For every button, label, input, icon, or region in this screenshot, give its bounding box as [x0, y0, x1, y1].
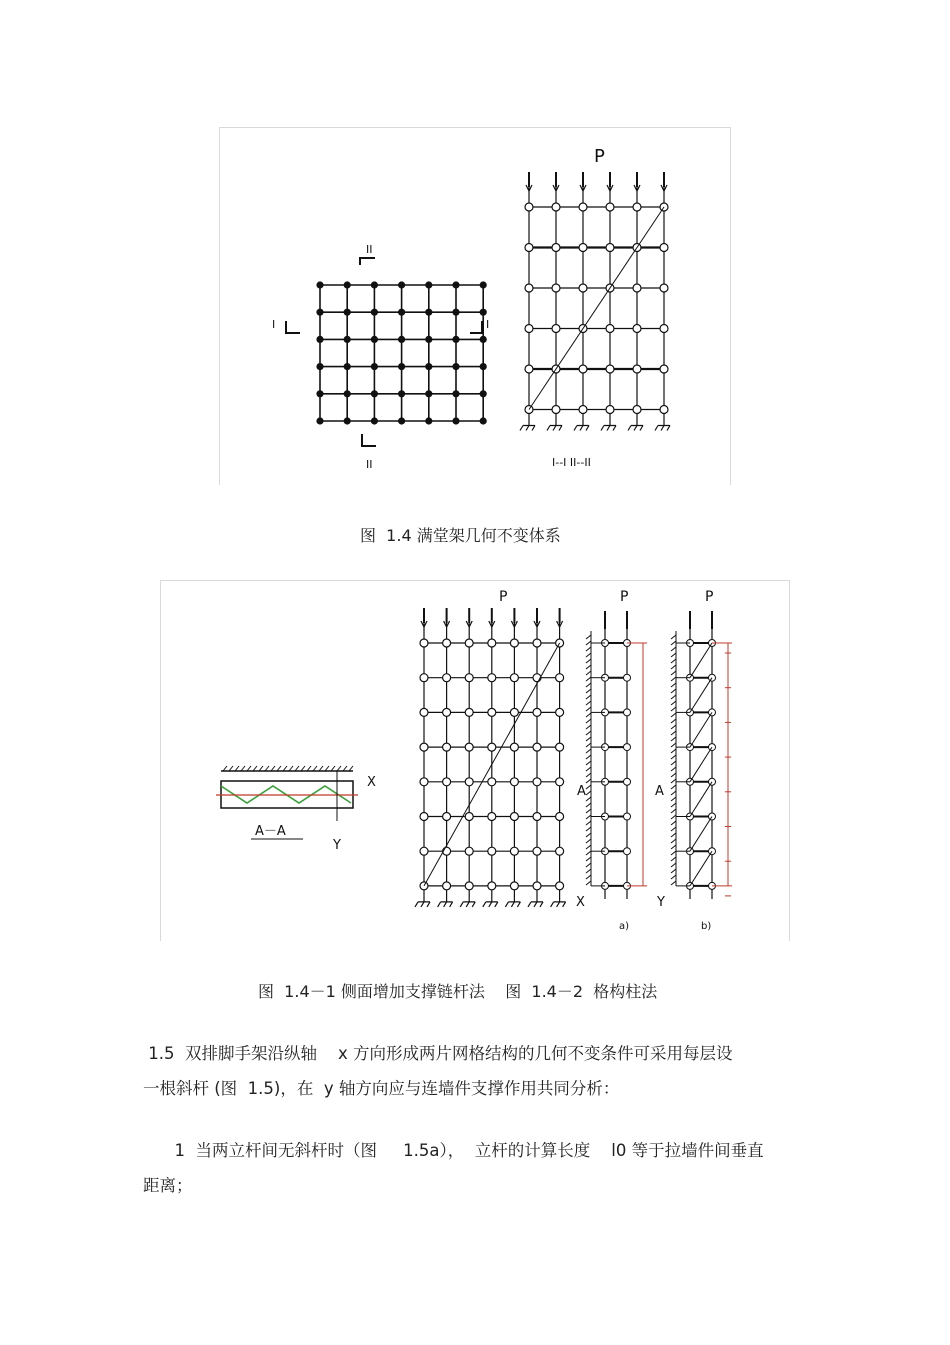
column-diagonal	[690, 851, 712, 886]
wall-hatch	[586, 635, 591, 639]
wall-hatch	[671, 737, 676, 741]
grid-node	[399, 364, 405, 370]
plan-grid	[317, 282, 486, 424]
frame-node	[443, 882, 451, 890]
wall-hatch	[671, 839, 676, 843]
frame-node	[633, 284, 641, 292]
grid-node	[480, 391, 486, 397]
column-node	[624, 744, 631, 751]
wall-hatch	[671, 869, 676, 873]
grid-node	[344, 282, 350, 288]
wall-hatch	[586, 671, 591, 675]
frame-node	[465, 674, 473, 682]
wall-hatch	[671, 773, 676, 777]
column-diagonal	[690, 782, 712, 817]
wall-hatch	[586, 737, 591, 741]
frame-node	[465, 743, 473, 751]
frame-node	[420, 674, 428, 682]
support-symbol	[547, 426, 562, 431]
column-diagonal	[690, 678, 712, 713]
wall-hatch	[586, 665, 591, 669]
wall-hatch	[586, 695, 591, 699]
frame-node	[556, 708, 564, 716]
frame-node	[488, 778, 496, 786]
support-symbol	[520, 426, 535, 431]
frame-node	[533, 743, 541, 751]
support-symbol	[655, 426, 670, 431]
grid-node	[426, 391, 432, 397]
wall-hatch	[586, 803, 591, 807]
grid-node	[480, 364, 486, 370]
wall-hatch	[671, 653, 676, 657]
wall-hatch	[586, 749, 591, 753]
wall-hatch	[586, 647, 591, 651]
frame-node	[465, 882, 473, 890]
frame-node	[420, 743, 428, 751]
wall-hatch	[671, 707, 676, 711]
grid-node	[344, 364, 350, 370]
column-diagonal	[690, 643, 712, 678]
figure-2	[160, 580, 790, 941]
grid-node	[372, 337, 378, 343]
grid-node	[372, 282, 378, 288]
frame-node	[465, 778, 473, 786]
figure-2-caption: 图 1.4－1 侧面增加支撑链杆法 图 1.4－2 格构柱法	[258, 982, 658, 1001]
load-label-2: P	[620, 589, 629, 605]
wall-hatch	[671, 713, 676, 717]
frame-node	[606, 244, 614, 252]
frame-node	[556, 813, 564, 821]
wall-hatch	[586, 773, 591, 777]
frame-node	[552, 284, 560, 292]
frame-node	[420, 813, 428, 821]
support-symbol	[551, 902, 566, 907]
wall-hatch	[586, 689, 591, 693]
frame-node	[660, 365, 668, 373]
frame-node	[488, 674, 496, 682]
wall-hatch	[586, 881, 591, 885]
sub-label-b: b)	[701, 921, 712, 932]
frame-node	[510, 813, 518, 821]
frame-node	[660, 325, 668, 333]
axis-y-left: Y	[333, 838, 341, 853]
column-a	[586, 611, 647, 899]
wall-hatch	[671, 743, 676, 747]
elevation-frame-2	[415, 608, 566, 907]
frame-node	[579, 284, 587, 292]
frame-node	[579, 406, 587, 414]
frame-node	[525, 203, 533, 211]
elevation-frame	[520, 172, 670, 431]
grid-node	[399, 282, 405, 288]
mark-right: I	[486, 318, 490, 331]
wall-hatch	[671, 677, 676, 681]
column-node	[709, 778, 716, 785]
wall-hatch	[586, 767, 591, 771]
grid-node	[480, 282, 486, 288]
grid-node	[399, 309, 405, 315]
wall-hatch	[671, 689, 676, 693]
axis-x-right: X	[576, 895, 585, 910]
frame-node	[633, 406, 641, 414]
load-label-1: P	[499, 589, 508, 605]
grid-node	[317, 391, 323, 397]
frame-node	[510, 743, 518, 751]
column-diagonal	[690, 712, 712, 747]
load-label-3: P	[705, 589, 714, 605]
figure-1-drawing	[220, 128, 730, 485]
wall-hatch	[671, 875, 676, 879]
frame-node	[465, 639, 473, 647]
frame-node	[556, 778, 564, 786]
grid-node	[317, 309, 323, 315]
frame-node	[533, 778, 541, 786]
grid-node	[317, 364, 323, 370]
wall-hatch	[671, 665, 676, 669]
figure-1	[219, 127, 731, 485]
grid-node	[399, 337, 405, 343]
figure-1-caption: 图 1.4 满堂架几何不变体系	[360, 526, 561, 545]
wall-hatch	[586, 743, 591, 747]
wall-hatch	[671, 755, 676, 759]
wall-hatch	[586, 821, 591, 825]
wall-hatch	[586, 827, 591, 831]
wall-hatch	[671, 833, 676, 837]
wall-hatch	[586, 641, 591, 645]
frame-node	[510, 708, 518, 716]
frame-node	[465, 847, 473, 855]
frame-node	[488, 847, 496, 855]
wall-hatch	[586, 857, 591, 861]
wall-hatch	[586, 713, 591, 717]
grid-node	[372, 418, 378, 424]
frame-node	[510, 847, 518, 855]
paragraph-line-1: 1.5 双排脚手架沿纵轴 x 方向形成两片网格结构的几何不变条件可采用每层设	[143, 1044, 733, 1063]
wall-hatch	[671, 749, 676, 753]
grid-node	[317, 282, 323, 288]
frame-node	[660, 244, 668, 252]
frame-node	[443, 708, 451, 716]
wall-hatch	[671, 851, 676, 855]
support-symbol	[415, 902, 430, 907]
mark-left: I	[272, 318, 276, 331]
wall-hatch	[671, 659, 676, 663]
frame-node	[488, 708, 496, 716]
wall-hatch	[671, 671, 676, 675]
column-node	[624, 709, 631, 716]
frame-node	[533, 847, 541, 855]
frame-node	[579, 244, 587, 252]
frame-node	[533, 882, 541, 890]
frame-node	[579, 365, 587, 373]
frame-node	[579, 203, 587, 211]
frame-node	[606, 203, 614, 211]
wall-hatch	[586, 869, 591, 873]
wall-hatch	[671, 731, 676, 735]
grid-node	[399, 391, 405, 397]
wall-hatch	[586, 761, 591, 765]
frame-node	[488, 639, 496, 647]
grid-node	[480, 309, 486, 315]
wall-hatch	[586, 797, 591, 801]
frame-node	[510, 674, 518, 682]
wall-hatch	[671, 641, 676, 645]
section-a-a	[216, 766, 358, 839]
grid-node	[426, 282, 432, 288]
frame-node	[606, 406, 614, 414]
column-node	[709, 744, 716, 751]
wall-hatch	[586, 677, 591, 681]
support-symbol	[628, 426, 643, 431]
wall-hatch	[671, 647, 676, 651]
frame-node	[633, 325, 641, 333]
grid-node	[317, 418, 323, 424]
grid-node	[453, 418, 459, 424]
wall-hatch	[586, 791, 591, 795]
wall-hatch	[671, 797, 676, 801]
frame-node	[420, 639, 428, 647]
wall-hatch	[586, 701, 591, 705]
frame-node	[420, 882, 428, 890]
grid-node	[453, 337, 459, 343]
frame-node	[488, 882, 496, 890]
wall-hatch	[586, 785, 591, 789]
support-symbol	[438, 902, 453, 907]
grid-node	[480, 418, 486, 424]
wall-hatch	[671, 785, 676, 789]
support-symbol	[505, 902, 520, 907]
frame-node	[606, 325, 614, 333]
column-node	[624, 674, 631, 681]
figure-2-drawing	[161, 581, 789, 941]
wall-hatch	[671, 809, 676, 813]
wall-hatch	[671, 725, 676, 729]
wall-hatch	[586, 845, 591, 849]
wall-hatch	[586, 809, 591, 813]
support-symbol	[483, 902, 498, 907]
load-label: P	[594, 146, 605, 167]
wall-hatch	[671, 863, 676, 867]
frame-node	[633, 203, 641, 211]
wall-hatch	[671, 815, 676, 819]
column-node	[624, 813, 631, 820]
grid-node	[317, 337, 323, 343]
wall-hatch	[671, 821, 676, 825]
frame-node	[465, 813, 473, 821]
wall-hatch	[586, 707, 591, 711]
frame-node	[556, 882, 564, 890]
sub-label-a: a)	[619, 921, 630, 932]
support-symbol	[460, 902, 475, 907]
wall-hatch	[586, 875, 591, 879]
frame-node	[633, 365, 641, 373]
grid-node	[372, 309, 378, 315]
grid-node	[344, 309, 350, 315]
frame-node	[510, 778, 518, 786]
frame-node	[420, 708, 428, 716]
wall-hatch	[586, 755, 591, 759]
axis-x-left: X	[367, 775, 376, 790]
frame-node	[552, 406, 560, 414]
frame-node	[552, 325, 560, 333]
wall-hatch	[586, 683, 591, 687]
wall-hatch	[671, 881, 676, 885]
mark-a-left: A	[577, 784, 586, 799]
support-symbol	[601, 426, 616, 431]
paragraph-line-3: 1 当两立杆间无斜杆时（图 1.5a）， 立杆的计算长度 l0 等于拉墙件间垂直	[143, 1141, 764, 1160]
wall-hatch	[586, 659, 591, 663]
support-symbol	[528, 902, 543, 907]
column-node	[624, 778, 631, 785]
frame-node	[525, 284, 533, 292]
mark-top: II	[366, 243, 373, 256]
wall-hatch	[586, 653, 591, 657]
axis-y-right: Y	[657, 895, 665, 910]
wall-hatch	[671, 857, 676, 861]
frame-node	[525, 365, 533, 373]
wall-hatch	[586, 731, 591, 735]
wall-hatch	[586, 839, 591, 843]
wall-hatch	[671, 767, 676, 771]
column-b	[671, 611, 732, 899]
frame-node	[443, 778, 451, 786]
frame-node	[420, 778, 428, 786]
frame-node	[510, 639, 518, 647]
frame-node	[443, 813, 451, 821]
frame-node	[443, 743, 451, 751]
column-diagonal	[690, 817, 712, 852]
wall-hatch	[586, 719, 591, 723]
grid-node	[344, 418, 350, 424]
wall-hatch	[671, 635, 676, 639]
wall-hatch	[671, 701, 676, 705]
wall-hatch	[671, 761, 676, 765]
frame-node	[556, 743, 564, 751]
diagonal-brace	[529, 207, 664, 410]
frame-node	[533, 813, 541, 821]
section-marks	[286, 258, 482, 446]
section-caption: I--I II--II	[552, 456, 591, 469]
paragraph-line-2: 一根斜杆 (图 1.5)，在 y 轴方向应与连墙件支撑作用共同分析：	[143, 1079, 620, 1098]
column-node	[624, 848, 631, 855]
mark-bottom: II	[366, 458, 373, 471]
frame-node	[606, 365, 614, 373]
frame-node	[660, 284, 668, 292]
grid-node	[399, 418, 405, 424]
frame-node	[443, 639, 451, 647]
section-label: A－A	[255, 824, 286, 839]
wall-hatch	[586, 863, 591, 867]
grid-node	[426, 418, 432, 424]
grid-node	[426, 337, 432, 343]
frame-node	[556, 847, 564, 855]
frame-node	[443, 674, 451, 682]
wall-hatch	[671, 779, 676, 783]
wall-hatch	[671, 719, 676, 723]
grid-node	[344, 337, 350, 343]
wall-hatch	[671, 803, 676, 807]
frame-node	[533, 708, 541, 716]
grid-node	[372, 364, 378, 370]
support-symbol	[574, 426, 589, 431]
wall-hatch	[671, 845, 676, 849]
wall-hatch	[671, 827, 676, 831]
grid-node	[426, 309, 432, 315]
grid-node	[453, 309, 459, 315]
frame-node	[420, 847, 428, 855]
frame-node	[556, 674, 564, 682]
grid-node	[426, 364, 432, 370]
frame-node	[660, 406, 668, 414]
grid-node	[453, 391, 459, 397]
column-diagonal	[690, 747, 712, 782]
grid-node	[372, 391, 378, 397]
grid-node	[344, 391, 350, 397]
wall-hatch	[671, 791, 676, 795]
frame-node	[465, 708, 473, 716]
grid-node	[453, 282, 459, 288]
wall-hatch	[586, 815, 591, 819]
frame-node	[525, 244, 533, 252]
mark-a-right: A	[655, 784, 664, 799]
grid-node	[453, 364, 459, 370]
wall-hatch	[586, 725, 591, 729]
paragraph-line-4: 距离；	[143, 1176, 193, 1195]
wall-hatch	[586, 779, 591, 783]
grid-node	[480, 337, 486, 343]
frame-node	[510, 882, 518, 890]
wall-hatch	[586, 851, 591, 855]
wall-hatch	[586, 833, 591, 837]
wall-hatch	[671, 683, 676, 687]
frame-node	[533, 639, 541, 647]
frame-node	[552, 244, 560, 252]
wall-hatch	[671, 695, 676, 699]
frame-node	[488, 743, 496, 751]
frame-node	[552, 203, 560, 211]
frame-node	[488, 813, 496, 821]
frame-node	[525, 325, 533, 333]
